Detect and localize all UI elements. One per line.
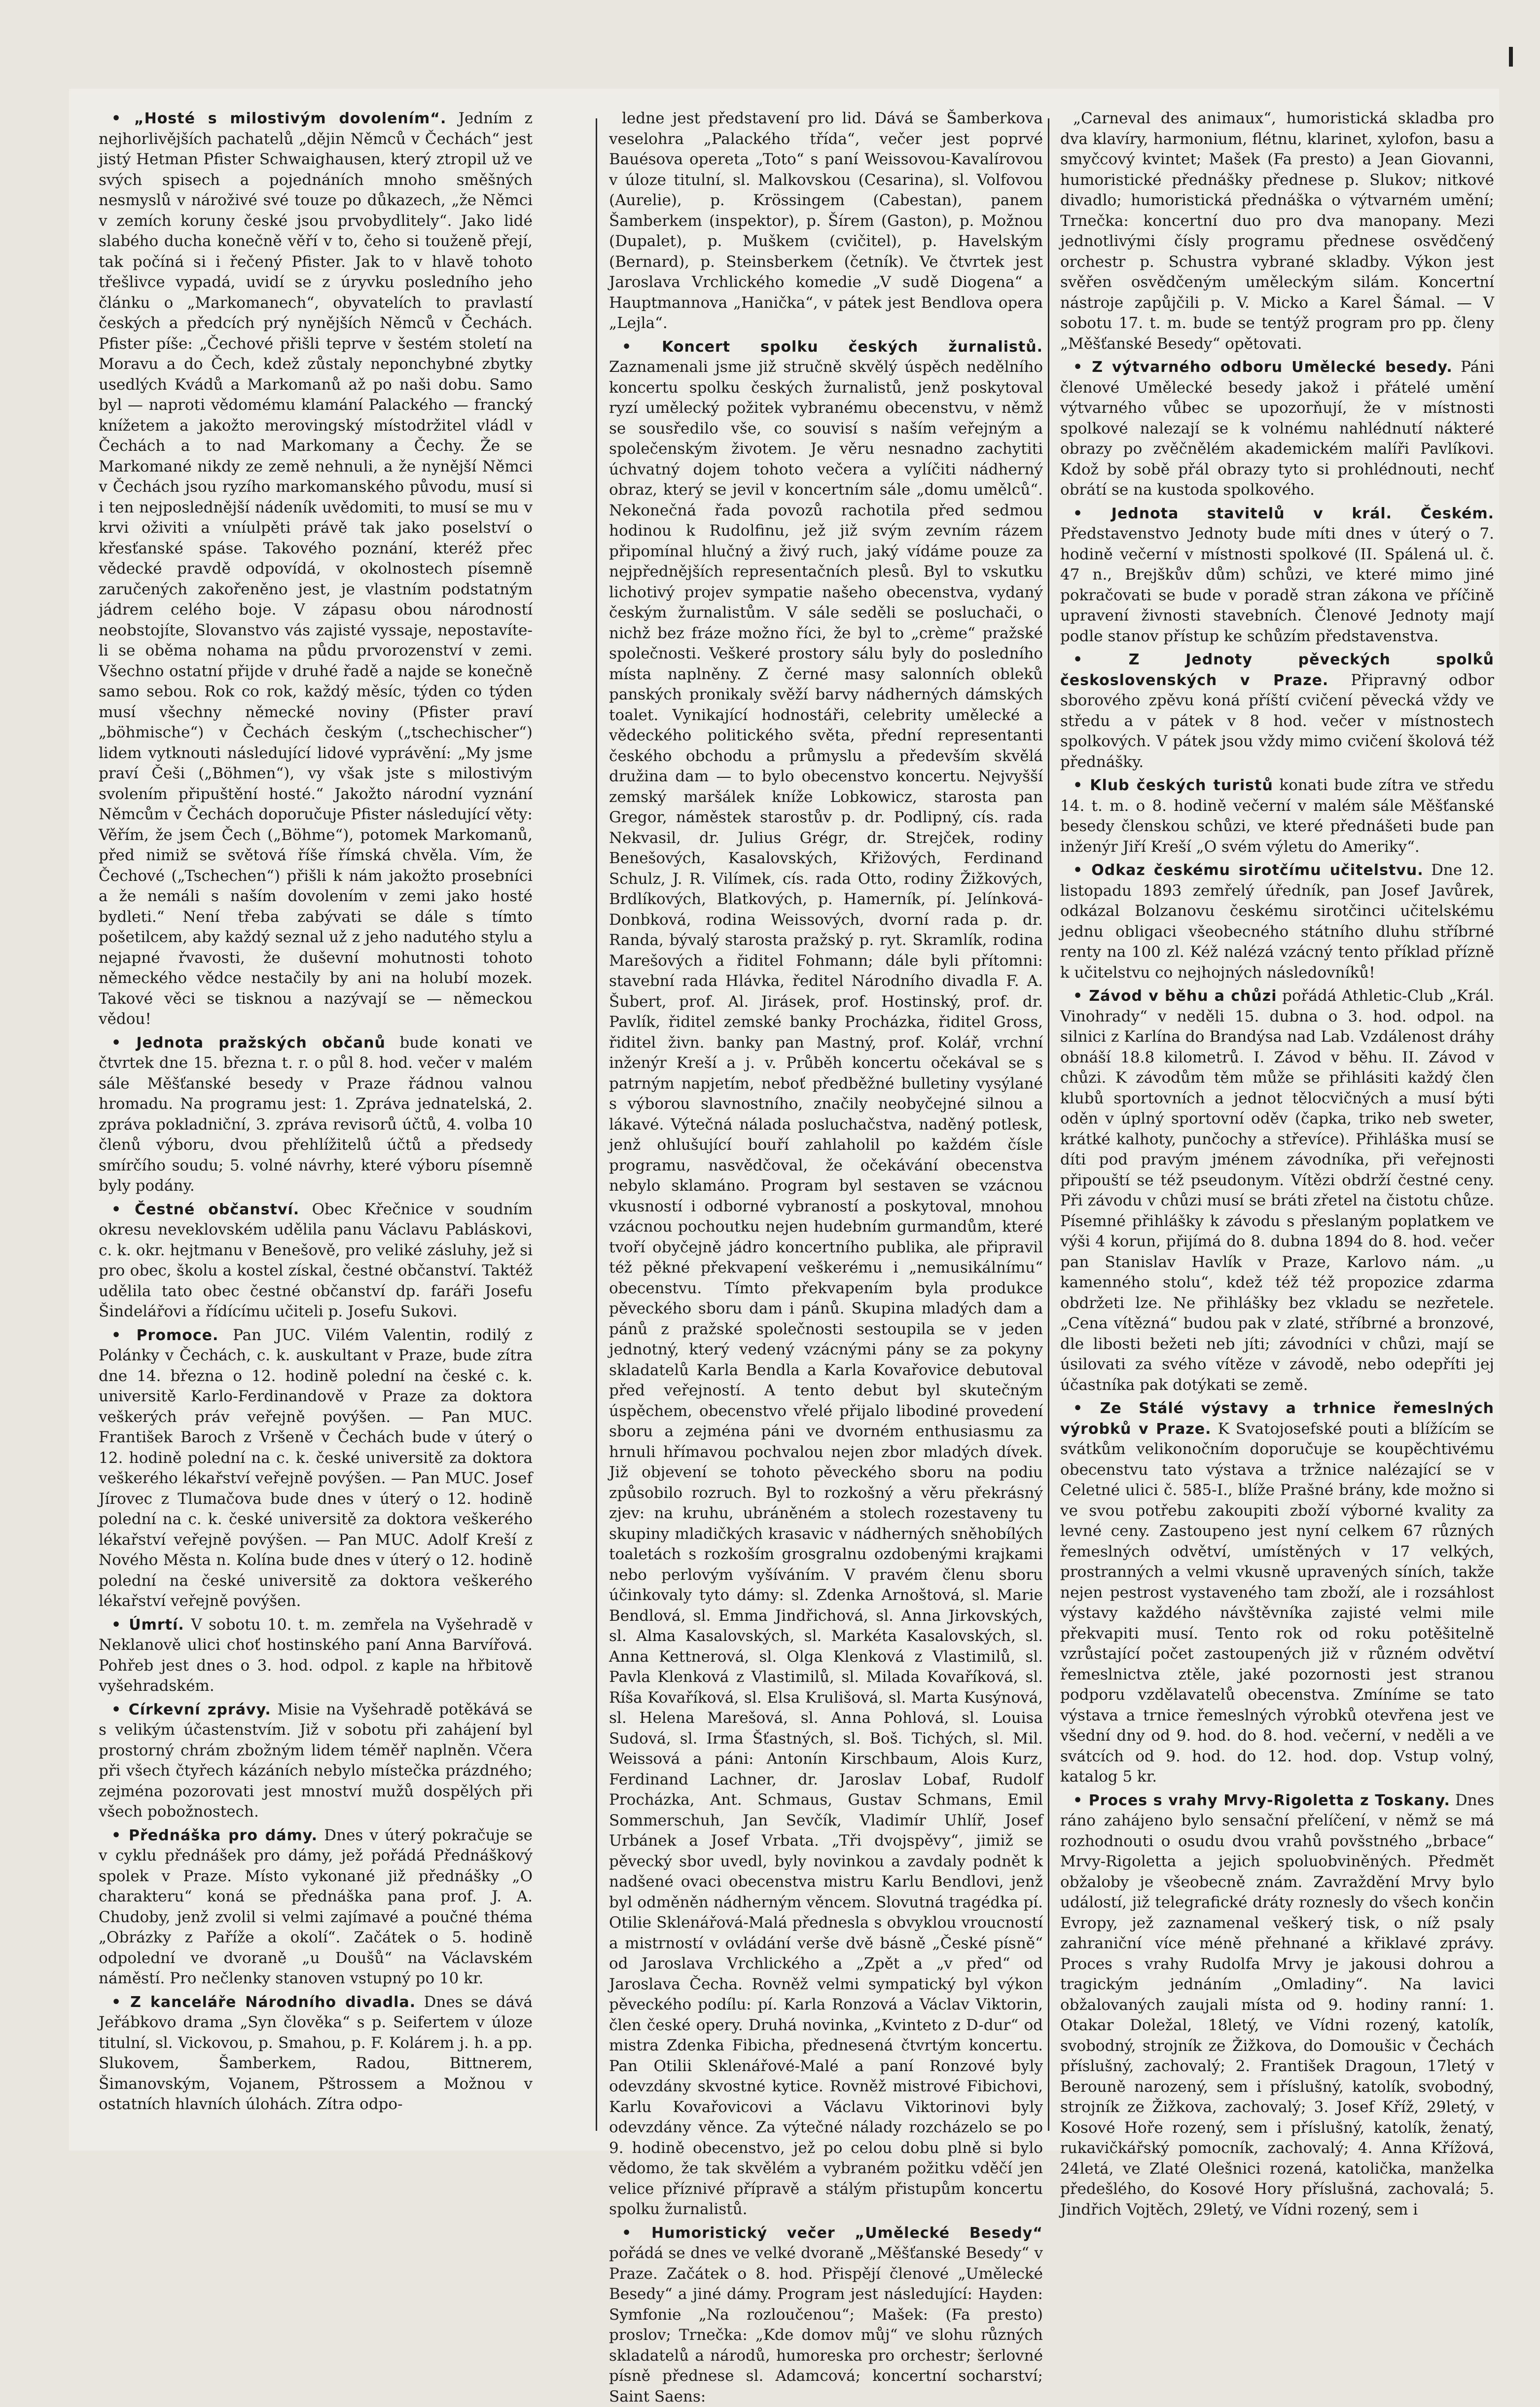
- article-headline: • Ze Stálé výstavy a trhnice řemeslných výrobků v Praze.: [1060, 1400, 1494, 1438]
- article-body: konati bude zítra ve středu 14. t. m. o 8. hodině večerní v malém sále Měšťanské besedy členskou schůzi, ve které přednášeti bude pan inženýr Jiří Kreší „O svém výletu do Ameriky“.: [1060, 776, 1494, 856]
- article: [99, 1992, 533, 2115]
- article-headline: • Klub českých turistů: [1073, 777, 1273, 794]
- article-headline: • Odkaz českému sirotčímu učitelstvu.: [1073, 862, 1424, 879]
- article-body: K Svatojosefské pouti a blížícím se svátkům velikonočním doporučuje se koupěchtivému obecenstvu tato výstava a tržnice nalézající se v Celetné ulici č. 585-I., blíže Prašné brány, kde možno si ve svou potřebu zakoupiti zboží výborné kvality za levné ceny. Zastoupeno jest nyní celkem 67 různých řemeslných odvětví, umístěných v 17 velkých, prostranných a velmi vkusně upravených síních, takže nejen pestrost vystaveného tam zboží, ale i rozsáhlost výstavy každého návštěvníka zajisté velmi mile překvapiti musí. Tento rok od roku potěšitelně vzrůstající počet zastoupených již v různém odvětví řemeslnictva ztěle, jaké pozornosti jest stranou podporu vzdělavatelů obecenstva. Zmíníme se tato výstava a trnice řemeslných výrobků otevřena jest ve všední dny od 9. hod. do 8. hod. večerní, v neděli a ve svátcích od 9. hod. do 12. hod. dop. Vstup volný, katalog 5 kr.: [1060, 1420, 1494, 1786]
- article-body: Dne 12. listopadu 1893 zemřelý úředník, pan Josef Javůrek, odkázal Bolzanovu českému sirotčinci učitelskému jednu obligaci všeobecného státního dluhu stříbrné renty na 100 zl. Kéž nalézá vzácný tento příklad přízně k učitelstvu co nejhojných následovníků!: [1060, 861, 1494, 982]
- column-1: [99, 109, 533, 2141]
- article-headline: • Koncert spolku českých žurnalistů.: [622, 338, 1043, 356]
- article-body: „Carneval des animaux“, humoristická skladba pro dva klavíry, harmonium, flétnu, klarinet, xylofon, basu a smyčcový kvintet; Mašek (Fa presto) a Jean Giovanni, humoristické přednášky přednese p. Slukov; nitkové divadlo; humoristická přednáška o výtvarném umění; Trnečka: koncertní duo pro dva manopany. Mezi jednotlivými čísly programu přednese osvědčený orchestr p. Schustra vybrané skladby. Výkon jest svěřen osvědčeným uměleckým silám. Koncertní nástroje zapůjčili p. V. Micko a Karel Šámal. — V sobotu 17. t. m. bude se tentýž program pro pp. členy „Měšťanské Besedy“ opětovati.: [1060, 109, 1494, 353]
- article-headline: • Úmrtí.: [111, 1616, 184, 1634]
- article: [99, 109, 533, 1030]
- article: [1060, 860, 1494, 983]
- article: [1060, 650, 1494, 772]
- article-body: Dnes v úterý pokračuje se v cyklu přednášek pro dámy, jež pořádá Přednáškový spolek v Praze. Místo vykonané již přednášky „O charakteru“ koná se přednáška pana prof. J. A. Chudoby, jenž zvolil si velmi zajímavé a poučné théma „Obrázky z Paříže a okolí“. Začátek o 5. hodině odpolední ve dvoraně „u Doušů“ na Václavském náměstí. Pro nečlenky stanoven vstupný po 10 kr.: [99, 1826, 533, 1988]
- article-body: Zaznamenali jsme již stručně skvělý úspěch nedělního koncertu spolku českých žurnalistů, jenž poskytoval ryzí umělecký požitek vybranému obecenstvu, v němž se sousředilo vše, co souvisí s naším veřejným a společenským životem. Je věru nesnadno zachytiti úchvatný dojem tohoto večera a vylíčiti nádherný obraz, který se jevil v koncertním sále „domu umělců“. Nekonečná řada povozů rachotila před sedmou hodinou k Rudolfinu, jež již svým zevním rázem připomínal hlučný a živý ruch, jaký vídáme pouze za nejpřednějších representačních plesů. Byl to vskutku lichotivý projev sympatie našeho obecenstva, vydaný českým žurnalistům. V sále seděli se posluchači, o nichž bez fráze možno říci, že byl to „crème“ pražské společnosti. Veškeré prostory sálu byly do posledního místa naplněny. Z černé masy salonních obleků panských pronikaly svěží barvy nádherných dámských toalet. Vynikající hodnostáři, celebrity umělecké a vědeckého politického světa, přední representanti českého obchodu a průmyslu a především skvělá družina dam — to bylo obecenstvo koncertu. Nejvyšší zemský maršálek kníže Lobkowicz, starosta pan Gregor, náměstek starostův p. dr. Podlipný, cís. rada Nekvasil, dr. Julius Grégr, dr. Strejček, rodiny Benešových, Kasalovských, Křižových, Ferdinand Schulz, J. R. Vilímek, cís. rada Otto, rodiny Žižkových, Brdlíkových, Blatkových, p. Hamerník, pí. Jelínková-Donbková, rodina Weissových, dvorní rada p. dr. Randa, bývalý starosta pražský p. ryt. Skramlík, rodina Marešových a řiditel Fohmann; dále byli přítomni: stavební rada Hlávka, ředitel Národního divadla F. A. Šubert, prof. Al. Jirásek, prof. Hostinský, prof. dr. Pavlík, řiditel zemské banky Procházka, řiditel Gross, řiditel živn. banky pan Mastný, prof. Kolář, vrchní inženýr Kreší a j. v. Průběh koncertu očekával se s patrným napjetím, neboť předběžné bulletiny vysýlané s výborou slavnostního, značily neobyčejné silnou a lákavé. Výtečná nálada posluchačstva, naděný potlesk, jenž ohlušující bouří zahlaholil po každém čísle programu, nasvědčoval, že očekávání obecenstva nebylo sklamáno. Program byl sestaven se vzácnou vkusností i odborné vybraností a poskytoval, mnohou vzácnou pochoutku nejen hudebním gurmandům, které tvoří obyčejně jádro koncertního publika, ale připravil též pěkné překvapení veškerému i „nemusikálnímu“ obecenstvu. Tímto překvapením byla produkce pěveckého sboru dam i pánů. Skupina mladých dam a pánů z pražské společnosti sestoupila se v jeden jednotný, který vedený vzácnými pány se za pokyny skladatelů Karla Bendla a Karla Kovařovice debutoval před veřejností. A tento debut byl skutečným úspěchem, obecenstvo vřelé přijalo libodiné provedení sboru a zejména páni ve dvorném enthusiasmu za hrnuli hřímavou pochvalou nejen zbor mladých dívek. Již objevení se tohoto pěveckého sboru na podiu způsobilo rozruch. Byl to rozkošný a věru překrásný zjev: na kruhu, ubráněném a stolech rozestaveny tu skupiny mladičkých krasavic v nádherných sněhobílých toaletách s rozkoším grosgralnu ozdobenými krajkami nebo perlovým vyšíváním. V pravém členu sboru účinkovaly tyto dámy: sl. Zdenka Arnoštová, sl. Marie Bendlová, sl. Emma Jindřichová, sl. Anna Jirkovských, sl. Alma Kasalovských, sl. Markéta Kasalovských, sl. Anna Kettnerová, sl. Olga Klenková z Vlastimilů, sl. Pavla Klenková z Vlastimilů, sl. Milada Kovaříková, sl. Ríša Kovaříková, sl. Elsa Krulišová, sl. Marta Kusýnová, sl. Helena Marešová, sl. Anna Pohlová, sl. Louisa Sudová, sl. Irma Šťastných, sl. Boš. Tichých, sl. Mil. Weissová a páni: Antonín Kirschbaum, Alois Kurz, Ferdinand Lachner, dr. Jaroslav Lobaf, Rudolf Procházka, Ant. Schmaus, Gustav Schmans, Emil Sommerschuh, Jan Sevčík, Vladimír Uhlíř, Josef Urbánek a Josef Vrbata. „Tři dvojspěvy“, jimiž se pěvecký sbor uvedl, byly novinkou a zavdaly podnět k nadšené ovaci obecenstva mistru Karlu Bendlovi, jenž byl odměněn nádherným věncem. Slovutná tragédka pí. Otilie Sklenářová-Malá přednesla s obvyklou vroucností a mistrností v ovládání verše dvě básně „České písně“ od Jaroslava Vrchlického a „Zpět a „v před“ od Jaroslava Čecha. Rovněž velmi sympatický byl výkon pěveckého podílu: pí. Karla Ronzová a Václav Viktorin, člen české opery. Druhá novinka, „Kvinteto z D-dur“ od mistra Zdenka Fibicha, přednesená čtvrtým koncertu. Pan Otilii Sklenářové-Malé a paní Ronzové byly odevzdány skvostné kytice. Rovněž mistrové Fibichovi, Karlu Kovařovicovi a Václavu Viktorinovi byly odevzdány věnce. Za výtečné nálady rozcházelo se po 9. hodině obecenstvo, jež po celou dobu plně si bylo vědomo, že tak skvělém a vybraném požitku vděčí jen velice příznivé přípravě a stálým přistupům koncertu spolku žurnalistů.: [609, 358, 1043, 2218]
- article-body: Jedním z nejhorlivějších pachatelů „dějin Němců v Čechách“ jest jistý Hetman Pfister Schwaighausen, který ztropil už ve svých spisech a pojednáních mnoho směšných nesmyslů v nároživé své touze po důkazech, „že Němci v zemích koruny české jsou prvobydlitely“. Jako lidé slabého ducha konečně věří v to, čeho si touženě přejí, tak počíná si i řečený Pfister. Jak to v hlavě tohoto třešlivce vypadá, uvidí se z úryvku posledního jeho článku o „Markomanech“, obyvatelích to pravlastí českých a předcích prý nynějších Němců v Čechách. Pfister píše: „Čechové přišli teprve v šestém století na Moravu a do Čech, kdež zůstaly neponchybné zbytky usedlých Kvádů a Markomanů až po naši dobu. Samo byl — naproti vědomému klamání Palackého — francký knížetem a jakožto merovingský místodržitel vládl v Čechách a to nad Markomany a Čechy. Že se Markomané nikdy ze země nehnuli, a že nynější Němci v Čechách jsou ryzího markomanského původu, musí si i ten nejposlednější nádeník uvědomiti, to musí se mu v krvi oživiti a vníulpěti právě tak jako poselství o křesťanské spáse. Takového poznání, kteréž přec vědecké pravdě odpovídá, v okolnostech písemně zaručených zakořeněno jest, je vlastním podstatným jádrem celého boje. V zápasu obou národností neobstojíte, Slovanstvo vás zajisté vyssaje, nepostavíte-li se oběma nohama na půdu prvorozenství v zemi. Všechno ostatní přijde v druhé řadě a najde se konečně samo sebou. Rok co rok, každý měsíc, týden co týden musí všechny německé noviny (Pfister praví „böhmische“) v Čechách českým („tschechischer“) lidem vytknouti následující lidové vyprávění: „My jsme praví Češi („Böhmen“), vy však jste s milostivým svolením připuštění hosté.“ Jakožto národní vyznání Němcům v Čechách doporučuje Pfister následující věty: Věřím, že jsem Čech („Böhme“), potomek Markomanů, před nimiž se světová říše římská chvěla. Vím, že Čechové („Tschechen“) přišli k nám jakožto prosebníci a že nemáli s naším dovolením v zemi jako hosté bydleti.“ Není třeba zabývati se dále s tímto pošetilcem, aby každý seznal už z jeho nadutého stylu a nejapné řvavosti, že duševní mohutnosti tohoto německého vědce nestačily by ani na holubí mozek. Takové věci se tisknou a nazývají se — německou vědou!: [99, 109, 533, 1028]
- article-headline: • Z Jednoty pěveckých spolků československých v Praze.: [1060, 651, 1494, 689]
- article: [1060, 1790, 1494, 2221]
- scan-edge-mark: [1509, 47, 1513, 67]
- article: [1060, 986, 1494, 1395]
- article-headline: • Proces s vrahy Mrvy-Rigoletta z Toskany.: [1073, 1792, 1450, 1809]
- column-rule: [1048, 118, 1049, 2131]
- article-headline: • Církevní zprávy.: [111, 1701, 271, 1718]
- article: [99, 1825, 533, 1989]
- column-2: [609, 109, 1043, 2141]
- article-headline: • Čestné občanství.: [111, 1201, 299, 1218]
- article: [1060, 357, 1494, 501]
- article-headline: • „Hosté s milostivým dovolením“.: [111, 110, 446, 127]
- article-headline: • Přednáška pro dámy.: [111, 1827, 318, 1844]
- article-headline: • Humoristický večer „Umělecké Besedy“: [622, 2225, 1043, 2242]
- article: [99, 1325, 533, 1612]
- article-headline: • Promoce.: [111, 1327, 218, 1344]
- article-body: bude konati ve čtvrtek dne 15. března t. r. o půl 8. hod. večer v malém sále Měšťanské besedy v Praze řádnou valnou hromadu. Na programu jest: 1. Zpráva jednatelská, 2. zpráva pokladniční, 3. zpráva revisorů účtů, 4. volba 10 členů výboru, dvou přehlížitelů účtů a předsedy smírčího soudu; 5. volné návrhy, které výboru písemně byly podány.: [99, 1034, 533, 1195]
- article: [99, 1615, 533, 1697]
- article: [1060, 775, 1494, 857]
- article: [99, 1200, 533, 1322]
- article: [1060, 109, 1494, 354]
- article-body: pořádá Athletic-Club „Král. Vinohrady“ v neděli 15. dubna o 3. hod. odpol. na silnici z Karlína do Brandýsa nad Lab. Vzdálenost dráhy obnáší 18.8 kilometrů. I. Závod v běhu. II. Závod v chůzi. K závodům těm může se přihlásiti každý člen klubů sportovních a jednot tělocvičných a musí býti oděn v úplný sportovní oděv (čapka, triko neb sweter, krátké kalhoty, punčochy a střevíce). Přihláška musí se díti pod pravým jménem závodníka, při veřejnosti připouští se též pseudonym. Vítězi obdrží čestné ceny. Při závodu v chůzi musí se bráti zřetel na čistotu chůze. Písemné přihlášky k závodu s přeslaným poplatkem ve výši 4 korun, přijímá do 8. dubna 1894 do 8. hod. večer pan Stanislav Havlík v Praze, Karlovo nám. „u kamenného stolu“, kdež též též propozice zdarma obdržeti lze. Ne přihlášky bez vkladu se nezřetele. „Cena vítězná“ budou pak v zlaté, stříbrné a bronzové, dle libosti bežeti neb jíti; závodníci v chůzi, mají se úsilovati za svého vítěze v závodě, nebo odepříti jej účastníka pak dotýkati se země.: [1060, 987, 1494, 1394]
- article: [99, 1033, 533, 1197]
- newspaper-page: [69, 89, 1499, 2151]
- article: [99, 1700, 533, 1823]
- article-headline: • Závod v běhu a chůzi: [1073, 987, 1277, 1005]
- article-headline: • Jednota stavitelů v král. Českém.: [1073, 505, 1494, 522]
- article: [1060, 1398, 1494, 1787]
- article-headline: • Jednota pražských občanů: [111, 1034, 386, 1052]
- article-body: V sobotu 10. t. m. zemřela na Vyšehradě v Neklanově ulici choť hostinského paní Anna Barvířová. Pohřeb jest dnes o 3. hod. odpol. z kaple na hřbitově vyšehradském.: [99, 1616, 533, 1695]
- article-body: Připravný odbor sborového zpěvu koná příští cvičení pěvecká vždy ve středu a v pátek v 8 hod. večer v místnostech spolkových. V pátek jsou vždy mimo cvičení školová též přednášky.: [1060, 671, 1494, 771]
- column-3: [1060, 109, 1494, 2141]
- article: [1060, 504, 1494, 647]
- article-body: Představenstvo Jednoty bude míti dnes v úterý o 7. hodině večerní v místnosti spolkové (II. Spálená ul. č. 47 n., Brejškův dům) schůzi, ve které mimo jiné pokračovati se bude v poradě stran zákona ve příčině upravení živnosti stavebních. Členové Jednoty mají podle stanov přístup ke schůzím představenstva.: [1060, 525, 1494, 645]
- article-body: Misie na Vyšehradě potěkává se s velikým účastenstvím. Již v sobotu při zahájení byl prostorný chrám zbožným lidem téměř naplněn. Včera při všech čtyřech kázáních nebylo místečka prázdného; zejména pozorovati jest mnoství mužů dospělých při všech pobožnostech.: [99, 1701, 533, 1821]
- article: [609, 2223, 1043, 2407]
- article-body: Obec Křečnice v soudním okresu neveklovském udělila panu Václavu Pabláskovi, c. k. okr. hejtmanu v Benešově, pro veliké zásluhy, jež si pro obec, školu a kostel získal, čestné občanství. Taktéž udělila tato obec čestné občanství dp. faráři Josefu Šindelářovi a řídícímu učiteli p. Josefu Sukovi.: [99, 1201, 533, 1321]
- article-body: Dnes ráno zahájeno bylo sensační přelíčení, v němž se má rozhodnouti o osudu dvou vrahů povšstného „brbace“ Mrvy-Rigoletta a jejich spoluobviněných. Předmět obžaloby je všeobecně znám. Zavraždění Mrvy bylo událostí, již telegrafické dráty roznesly do všech končin Evropy, jež zaznamenal veškerý tisk, o níž psaly zahraniční více méně přehnané a křiklavé zprávy. Proces s vrahy Rudolfa Mrvy je jakousi dohrou a tragickým jednáním „Omladiny“. Na lavici obžalovaných zaujali místa od 9. hodiny ranní: 1. Otakar Doležal, 18letý, ve Vídni rozený, katolík, svobodný, strojník ze Žižkova, do Domoušic v Čechách příslušný, zachovalý; 2. František Dragoun, 17letý v Berouně narozený, sem i příslušný, katolík, svobodný, strojník ze Žižkova, zachovalý; 3. Josef Kříž, 29letý, v Kosové Hoře rozený, sem i příslušný, katolík, ženatý, rukavičkářský pomocník, zachovalý; 4. Anna Křížová, 24letá, ve Zlaté Olešnici rozená, katolička, manželka předešlého, do Kosové Hory příslušná, zachovalá; 5. Jindřich Vojtěch, 29letý, ve Vídni rozený, sem i: [1060, 1791, 1494, 2219]
- article-body: ledne jest představení pro lid. Dává se Šamberkova veselohra „Palackého třída“, večer jest poprvé Bauésova opereta „Toto“ s paní Weissovou-Kavalírovou v úloze titulní, sl. Malkovskou (Cesarina), sl. Volfovou (Aurelie), p. Krössingem (Cabestan), panem Šamberkem (inspektor), p. Šírem (Gaston), p. Možnou (Dupalet), p. Muškem (cvičitel), p. Havelským (Bernard), p. Steinsberkem (četník). Ve čtvrtek jest Jaroslava Vrchlického komedie „V sudě Diogena“ a Hauptmannova „Hanička“, v pátek jest Bendlova opera „Lejla“.: [609, 109, 1043, 332]
- article-body: Dnes se dává Jeřábkovo drama „Syn člověka“ s p. Seifertem v úloze titulní, sl. Vickovou, p. Smahou, p. F. Kolárem j. h. a pp. Slukovem, Šamberkem, Radou, Bittnerem, Šimanovským, Vojanem, Pštrossem a Možnou v ostatních hlavních úlohách. Zítra odpo-: [99, 1993, 533, 2114]
- article-headline: • Z výtvarného odboru Umělecké besedy.: [1073, 359, 1453, 376]
- article-headline: • Z kanceláře Národního divadla.: [111, 1994, 416, 2011]
- column-rule: [596, 118, 597, 2131]
- article: [609, 109, 1043, 334]
- article-body: Pan JUC. Vilém Valentin, rodilý z Polánky v Čechách, c. k. auskultant v Praze, bude zítra dne 14. března o 12. hodině polední na české c. k. universitě Karlo-Ferdinandově v Praze za doktora veškerých práv veřejně povýšen. — Pan MUC. František Baroch z Vršeně v Čechách bude v úterý o 12. hodině polední na c. k. české universitě za doktora veškerého lékařství veřejně povýšen. — Pan MUC. Josef Jírovec z Tlumačova bude dnes v úterý o 12. hodině polední na c. k. české universitě za doktora veškerého lékařství veřejně povýšen. — Pan MUC. Adolf Kreší z Nového Města n. Kolína bude dnes v úterý o 12. hodině polední na české universitě za doktora veškerého lékařství veřejně povýšen.: [99, 1326, 533, 1610]
- article: [609, 337, 1043, 2220]
- article-body: Páni členové Umělecké besedy jakož i přátelé umění výtvarného vůbec se upozorňují, že v místnosti spolkové nalezají se k volnému nahlédnutí nákteré obrazy po zvěčnělém akademickém malíři Pavlíkovi. Kdož by sobě přál obrazy tyto si prohlédnouti, nechť obrátí se na kustoda spolkového.: [1060, 358, 1494, 499]
- article-body: pořádá se dnes ve velké dvoraně „Měšťanské Besedy“ v Praze. Začátek o 8. hod. Přispějí členové „Umělecké Besedy“ a jiné dámy. Program jest následující: Hayden: Symfonie „Na rozloučenou“; Mašek: (Fa presto) proslov; Trnečka: „Kde domov můj“ ve slohu různých skladatelů a národů, humoreska pro orchestr; šerlovné písně přednese sl. Adamcová; koncertní socharství; Saint Saens:: [609, 2244, 1043, 2406]
